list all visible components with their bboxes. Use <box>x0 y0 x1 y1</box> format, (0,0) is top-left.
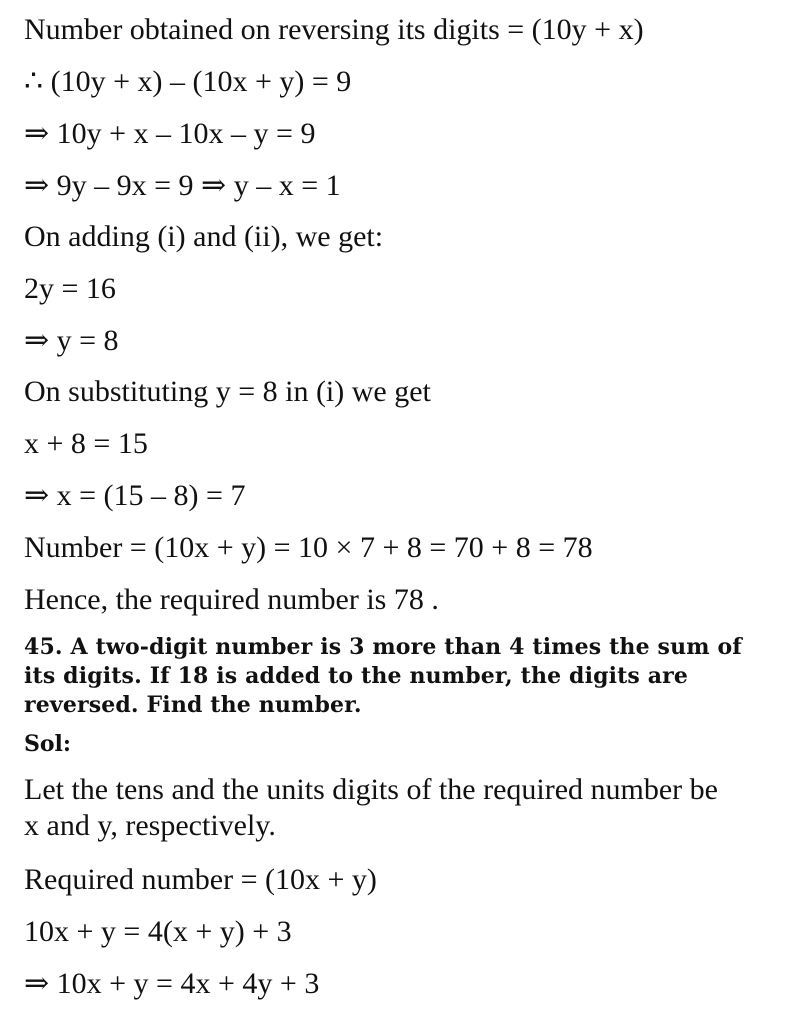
question-number: 45. <box>24 634 63 660</box>
text-line: On adding (i) and (ii), we get: <box>24 220 384 253</box>
equation-line: x + 8 = 15 <box>24 427 148 460</box>
equation-line: 2y = 16 <box>24 272 116 305</box>
equation-line: ⇒ 10x + y = 4x + 4y + 3 <box>24 967 320 1000</box>
question-text: A two-digit number is 3 more than 4 times the sum of its digits. If 18 is added to the number, the digits are reversed. Find the number. <box>24 634 742 718</box>
sol-label: Sol: <box>24 731 72 757</box>
conclusion-line: Hence, the required number is 78 . <box>24 583 439 616</box>
equation-line: ⇒ 9y – 9x = 9 ⇒ y – x = 1 <box>24 169 341 202</box>
equation-line: ⇒ y = 8 <box>24 324 119 357</box>
equation-line: ∴ (10y + x) – (10x + y) = 9 <box>24 65 352 98</box>
equation-line: 10x + y = 4(x + y) + 3 <box>24 915 292 948</box>
text-line: On substituting y = 8 in (i) we get <box>24 375 431 408</box>
question-45 <box>24 633 759 720</box>
document-page <box>24 0 779 1024</box>
equation-line: Number = (10x + y) = 10 × 7 + 8 = 70 + 8 = 78 <box>24 531 593 564</box>
equation-line: Required number = (10x + y) <box>24 863 377 896</box>
equation-line: ⇒ 10y + x – 10x – y = 9 <box>24 117 316 150</box>
equation-line: Number obtained on reversing its digits = (10y + x) <box>24 13 644 46</box>
equation-line: ⇒ x = (15 – 8) = 7 <box>24 479 246 512</box>
solution-intro: Let the tens and the units digits of the required number be x and y, respectively. <box>24 773 718 842</box>
